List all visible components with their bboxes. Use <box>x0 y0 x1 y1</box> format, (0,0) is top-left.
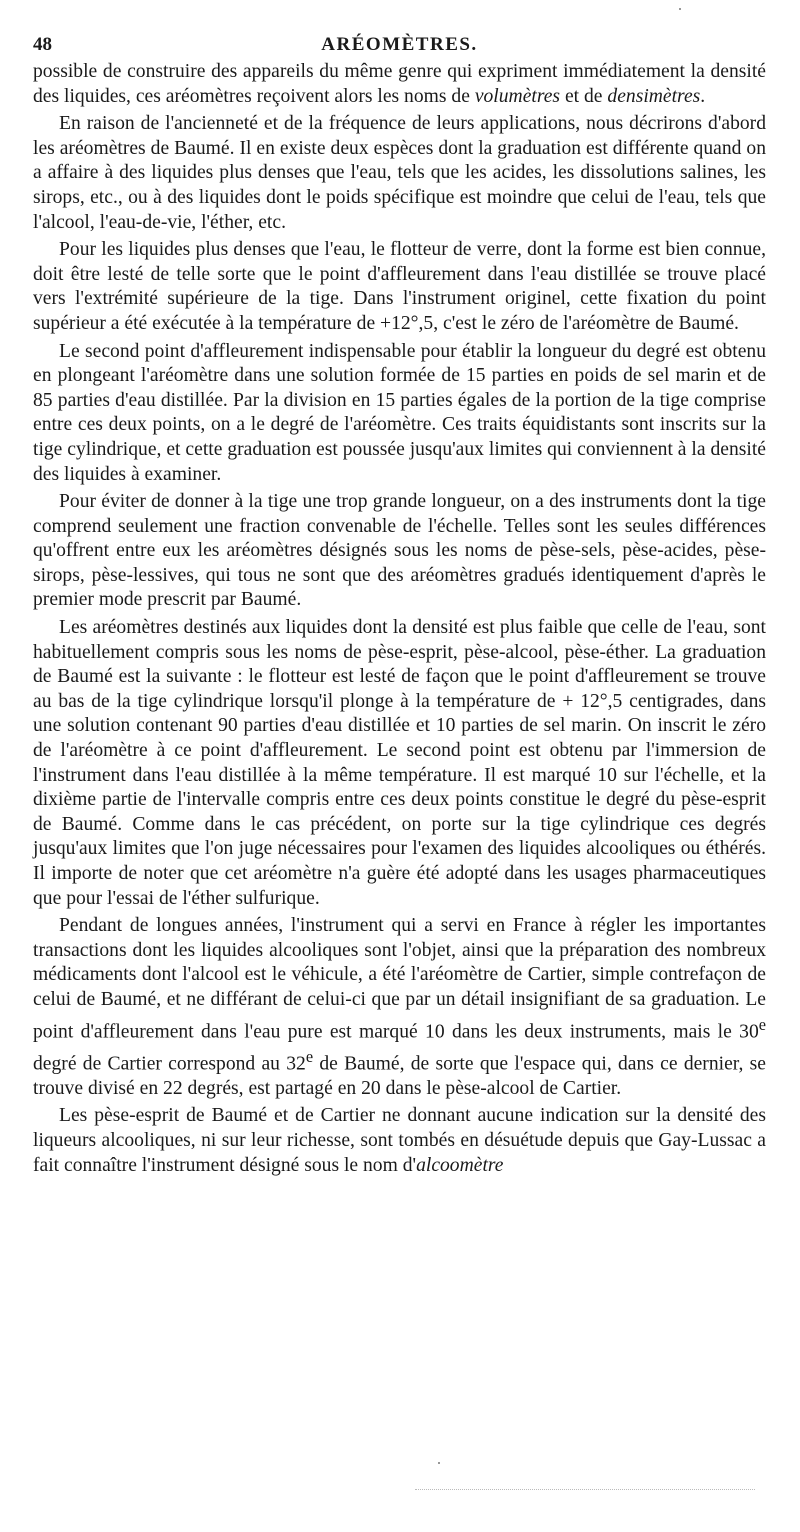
italic-term: densimètres <box>607 85 701 107</box>
paragraph <box>33 112 766 235</box>
paragraph <box>33 914 766 1101</box>
ink-speck <box>679 8 681 10</box>
italic-term: alcoomètre <box>416 1154 504 1176</box>
text-run: Pendant de longues années, l'instrument qui a servi en France à régler les importantes transactions dont les liquides alcooliques sont l'objet, ainsi que la préparation des nombreux médicaments dont l'alcool est le véhicule, a été l'aréomètre de Cartier, simple contrefaçon de celui de Baumé, et ne différant de celui-ci que par un détail insignifiant de sa graduation. Le point d'affleurement dans l'eau pure est marqué 10 dans les deux instruments, mais le 30 <box>33 915 766 1043</box>
text-run: Le second point d'affleurement indispensable pour établir la longueur du degré est obtenu en plongeant l'aréomètre dans une solution formée de 15 parties en poids de sel marin et de 85 parties d'eau distillée. Par la division en 15 parties égales de la portion de la tige comprise entre ces deux points, on a le degré de l'aréomètre. Ces traits équidistants sont inscrits sur la tige cylindrique, et cette graduation est poussée jusqu'aux limites qui conviennent à la densité des liquides à examiner. <box>33 340 766 485</box>
page-header <box>33 30 766 60</box>
text-run: Les aréomètres destinés aux liquides dont la densité est plus faible que celle de l'eau, sont habituellement compris sous les noms de pèse-esprit, pèse-alcool, pèse-éther. La graduation de Baumé est la suivante : le flotteur est lesté de façon que le point d'affleurement se trouve au bas de la tige cylindrique lorsqu'il plonge à la température de + 12°,5 centigrades, dans une solution contenant 90 parties d'eau distillée et 10 parties de sel marin. On inscrit le zéro de l'aréomètre à ce point d'affleurement. Le second point est obtenu par l'immersion de l'instrument dans l'eau distillée à la même température. Il est marqué 10 sur l'échelle, et la dixième partie de l'intervalle compris entre ces deux points constitue le degré du pèse-esprit de Baumé. Comme dans le cas précédent, on porte sur la tige cylindrique ces degrés jusqu'aux limites que l'on juge nécessaires pour l'examen des liquides alcooliques ou éthérés. Il importe de noter que cet aréomètre n'a guère été adopté dans les usages pharmaceutiques que pour l'essai de l'éther sulfurique. <box>33 617 766 909</box>
ink-speck <box>438 1462 440 1464</box>
body-text <box>33 60 766 1178</box>
text-run: . <box>700 85 706 107</box>
paragraph <box>33 238 766 336</box>
text-run: En raison de l'ancienneté et de la fréquence de leurs applications, nous décrirons d'abord les aréomètres de Baumé. Il en existe deux espèces dont la graduation est différente quand on a affaire à des liquides plus denses que l'eau, tels que les acides, les dissolutions salines, les sirops, etc., ou à des liquides dont le poids spécifique est moindre que celui de l'eau, tels que l'alcool, l'eau-de-vie, l'éther, etc. <box>33 113 766 233</box>
text-run: de Baumé, de sorte que l'espace qui, dans ce dernier, se trouve divisé en 22 degrés, est partagé en 20 dans le pèse-alcool de Cartier. <box>33 1053 766 1099</box>
page-edge-mark <box>415 1489 755 1490</box>
paragraph <box>33 340 766 488</box>
paragraph <box>33 616 766 911</box>
text-run: possible de construire des appareils du même genre qui expriment immédiatement la densité des liquides, ces aréomètres reçoivent alors les noms de <box>33 61 766 107</box>
paragraph <box>33 1104 766 1178</box>
text-run: degré de Cartier correspond au 32 <box>33 1053 306 1075</box>
italic-term: volumètres <box>474 85 561 107</box>
ordinal-superscript: e <box>758 1014 766 1034</box>
text-run: Pour éviter de donner à la tige une trop grande longueur, on a des instruments dont la tige comprend seulement une fraction convenable de l'échelle. Telles sont les seules différences qu'offrent entre eux les aréomètres désignés sous les noms de pèse-sels, pèse-acides, pèse-sirops, pèse-lessives, qui tous ne sont que des aréomètres gradués identiquement d'après le premier mode prescrit par Baumé. <box>33 491 766 611</box>
text-run: Les pèse-esprit de Baumé et de Cartier ne donnant aucune indication sur la densité des liqueurs alcooliques, ni sur leur richesse, sont tombés en désuétude depuis que Gay-Lussac a fait connaître l'instrument désigné sous le nom d' <box>33 1105 766 1176</box>
paragraph <box>33 60 766 109</box>
text-run: Pour les liquides plus denses que l'eau, le flotteur de verre, dont la forme est bien connue, doit être lesté de telle sorte que le point d'affleurement dans l'eau distillée se trouve placé vers l'extrémité supérieure de la tige. Dans l'instrument originel, cette fixation du point supérieur a été exécutée à la température de +12°,5, c'est le zéro de l'aréomètre de Baumé. <box>33 239 766 334</box>
ordinal-superscript: e <box>305 1046 314 1066</box>
book-page <box>33 30 766 1178</box>
text-run: et de <box>560 85 608 107</box>
paragraph <box>33 490 766 613</box>
page-number: 48 <box>33 34 52 55</box>
running-head: ARÉOMÈTRES. <box>321 34 478 55</box>
